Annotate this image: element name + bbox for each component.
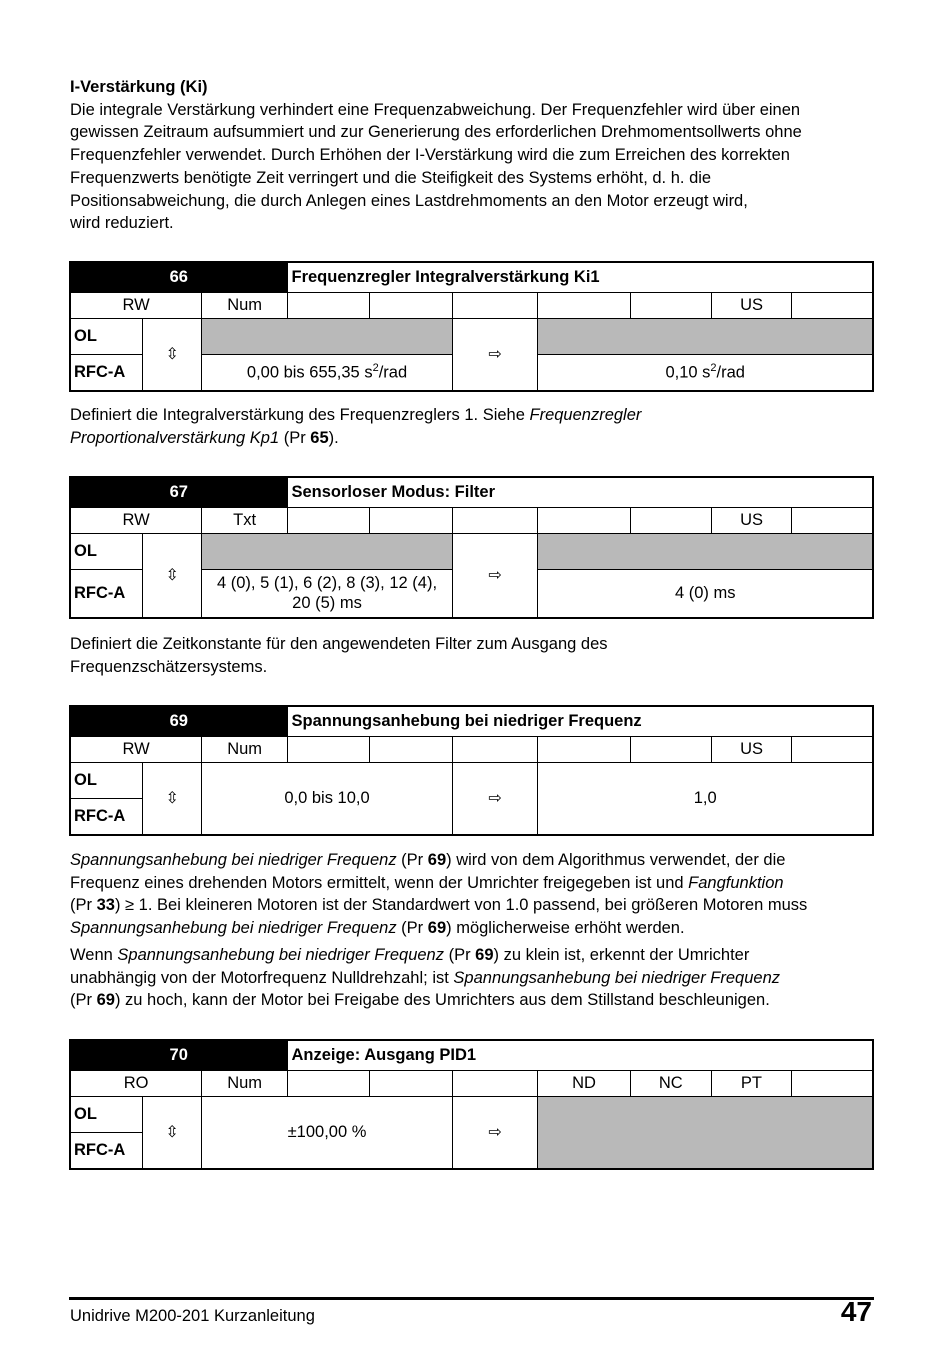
attr-cell: Num: [202, 737, 288, 763]
mode-ol: OL: [70, 534, 142, 570]
param-66-description: Definiert die Integralverstärkung des Frequenzreglers 1. Siehe Frequenzregler Proportionalverstärkung Kp1 (Pr 65).: [70, 406, 642, 447]
intro-heading: I-Verstärkung (Ki): [70, 78, 208, 96]
range-ol-unused: [202, 319, 452, 355]
attr-cell: [452, 293, 538, 319]
attr-cell: Num: [202, 1071, 288, 1097]
mode-rfca: RFC-A: [70, 570, 142, 618]
range-value: 4 (0), 5 (1), 6 (2), 8 (3), 12 (4), 20 (5) ms: [202, 570, 452, 618]
attr-cell: [792, 293, 873, 319]
attr-cell: [370, 1071, 452, 1097]
default-unused: [538, 1097, 873, 1169]
attr-cell: [538, 293, 630, 319]
updown-double-arrow-icon: ⇳: [142, 534, 201, 618]
attr-cell: RW: [70, 508, 202, 534]
right-outline-arrow-icon: ⇨: [452, 763, 538, 835]
attr-cell: [287, 1071, 369, 1097]
right-outline-arrow-icon: ⇨: [452, 319, 538, 391]
attr-cell: [287, 508, 369, 534]
intro-line: gewissen Zeitraum aufsummiert und zur Generierung des erforderlichen Drehmomentsollwerts ohne: [70, 123, 802, 142]
updown-double-arrow-icon: ⇳: [142, 1097, 201, 1169]
right-outline-arrow-icon: ⇨: [452, 1097, 538, 1169]
attr-cell: [452, 1071, 538, 1097]
attr-cell: [370, 508, 452, 534]
attr-cell: PT: [711, 1071, 791, 1097]
attr-cell: RW: [70, 737, 202, 763]
intro-line: wird reduziert.: [70, 214, 174, 233]
right-outline-arrow-icon: ⇨: [452, 534, 538, 618]
attr-cell: [452, 508, 538, 534]
range-ol-unused: [202, 534, 452, 570]
param-table-69: [69, 705, 874, 836]
range-value: 0,00 bis 655,35 $s^2$/rad: [202, 355, 452, 391]
range-value: 0,0 bis 10,0: [202, 763, 452, 835]
default-ol-unused: [538, 319, 873, 355]
attr-cell: [287, 293, 369, 319]
attr-cell: US: [711, 737, 791, 763]
default-value: 4 (0) ms: [538, 570, 873, 618]
attr-cell: US: [711, 293, 791, 319]
attr-cell: ND: [538, 1071, 630, 1097]
param-number: 70: [70, 1040, 287, 1071]
default-value: 1,0: [538, 763, 873, 835]
attr-cell: [370, 737, 452, 763]
attr-cell: US: [711, 508, 791, 534]
attr-cell: [538, 737, 630, 763]
attr-cell: [792, 508, 873, 534]
param-number: 69: [70, 706, 287, 737]
mode-rfca: RFC-A: [70, 1133, 142, 1169]
param-number: 66: [70, 262, 287, 293]
attr-cell: [792, 737, 873, 763]
updown-double-arrow-icon: ⇳: [142, 763, 201, 835]
param-table-70: [69, 1039, 874, 1170]
attr-cell: Txt: [202, 508, 288, 534]
page-number: 47: [840, 1296, 872, 1327]
param-67-description: Definiert die Zeitkonstante für den angewendeten Filter zum Ausgang des Frequenzschätzersystems.: [70, 635, 608, 676]
attr-cell: [630, 508, 711, 534]
attr-cell: RW: [70, 293, 202, 319]
default-value: 0,10 $s^2$/rad: [538, 355, 873, 391]
range-value: ±100,00 %: [202, 1097, 452, 1169]
attr-cell: [370, 293, 452, 319]
param-title: Sensorloser Modus: Filter: [287, 477, 873, 508]
intro-line: Positionsabweichung, die durch Anlegen eines Lastdrehmoments an den Motor erzeugt wird,: [70, 191, 748, 210]
attr-cell: Num: [202, 293, 288, 319]
footer-rule: [69, 1297, 874, 1300]
attr-cell: [630, 293, 711, 319]
mode-rfca: RFC-A: [70, 799, 142, 835]
param-table-67: [69, 476, 874, 619]
mode-rfca: RFC-A: [70, 355, 142, 391]
mode-ol: OL: [70, 1097, 142, 1133]
attr-cell: [452, 737, 538, 763]
default-ol-unused: [538, 534, 873, 570]
intro-section: [70, 76, 882, 235]
attr-cell: [287, 737, 369, 763]
footer-title: Unidrive M200-201 Kurzanleitung: [70, 1307, 315, 1325]
param-title: Anzeige: Ausgang PID1: [287, 1040, 873, 1071]
intro-line: Frequenzfehler verwendet. Durch Erhöhen der I-Verstärkung wird die zum Erreichen des korrekten: [70, 146, 790, 165]
attr-cell: RO: [70, 1071, 202, 1097]
intro-line: Frequenzwerts benötigte Zeit verringert und die Steifigkeit des Systems erhöht, d. h. die: [70, 168, 712, 187]
param-table-66: [69, 261, 874, 392]
attr-cell: [792, 1071, 873, 1097]
param-69-description: Spannungsanhebung bei niedriger Frequenz (Pr 69) wird von dem Algorithmus verwendet, der die Frequenz eines drehenden Motors ermittelt, wenn der Umrichter freigegeben ist und Fangfunktion (Pr 33) ≥ 1. Bei kleineren Motoren ist der Standardwert von 1.0 passend, bei größeren Motoren muss Spannungsanhebung bei niedriger Frequenz (Pr 69) möglicherweise erhöht werden. Wenn Spannungsanhebung bei niedriger Frequenz (Pr 69) zu klein ist, erkennt der Umrichter unabhängig von der Motorfrequenz Nulldrehzahl; ist Spannungsanhebung bei niedriger Frequenz (Pr 69) zu hoch, kann der Motor bei Freigabe des Umrichters aus dem Stillstand beschleunigen.: [70, 851, 808, 1010]
param-number: 67: [70, 477, 287, 508]
mode-ol: OL: [70, 763, 142, 799]
param-title: Spannungsanhebung bei niedriger Frequenz: [287, 706, 873, 737]
attr-cell: [630, 737, 711, 763]
mode-ol: OL: [70, 319, 142, 355]
updown-double-arrow-icon: ⇳: [142, 319, 201, 391]
attr-cell: NC: [630, 1071, 711, 1097]
param-title: Frequenzregler Integralverstärkung Ki1: [287, 262, 873, 293]
intro-line: Die integrale Verstärkung verhindert eine Frequenzabweichung. Der Frequenzfehler wird über einen: [70, 100, 801, 119]
attr-cell: [538, 508, 630, 534]
